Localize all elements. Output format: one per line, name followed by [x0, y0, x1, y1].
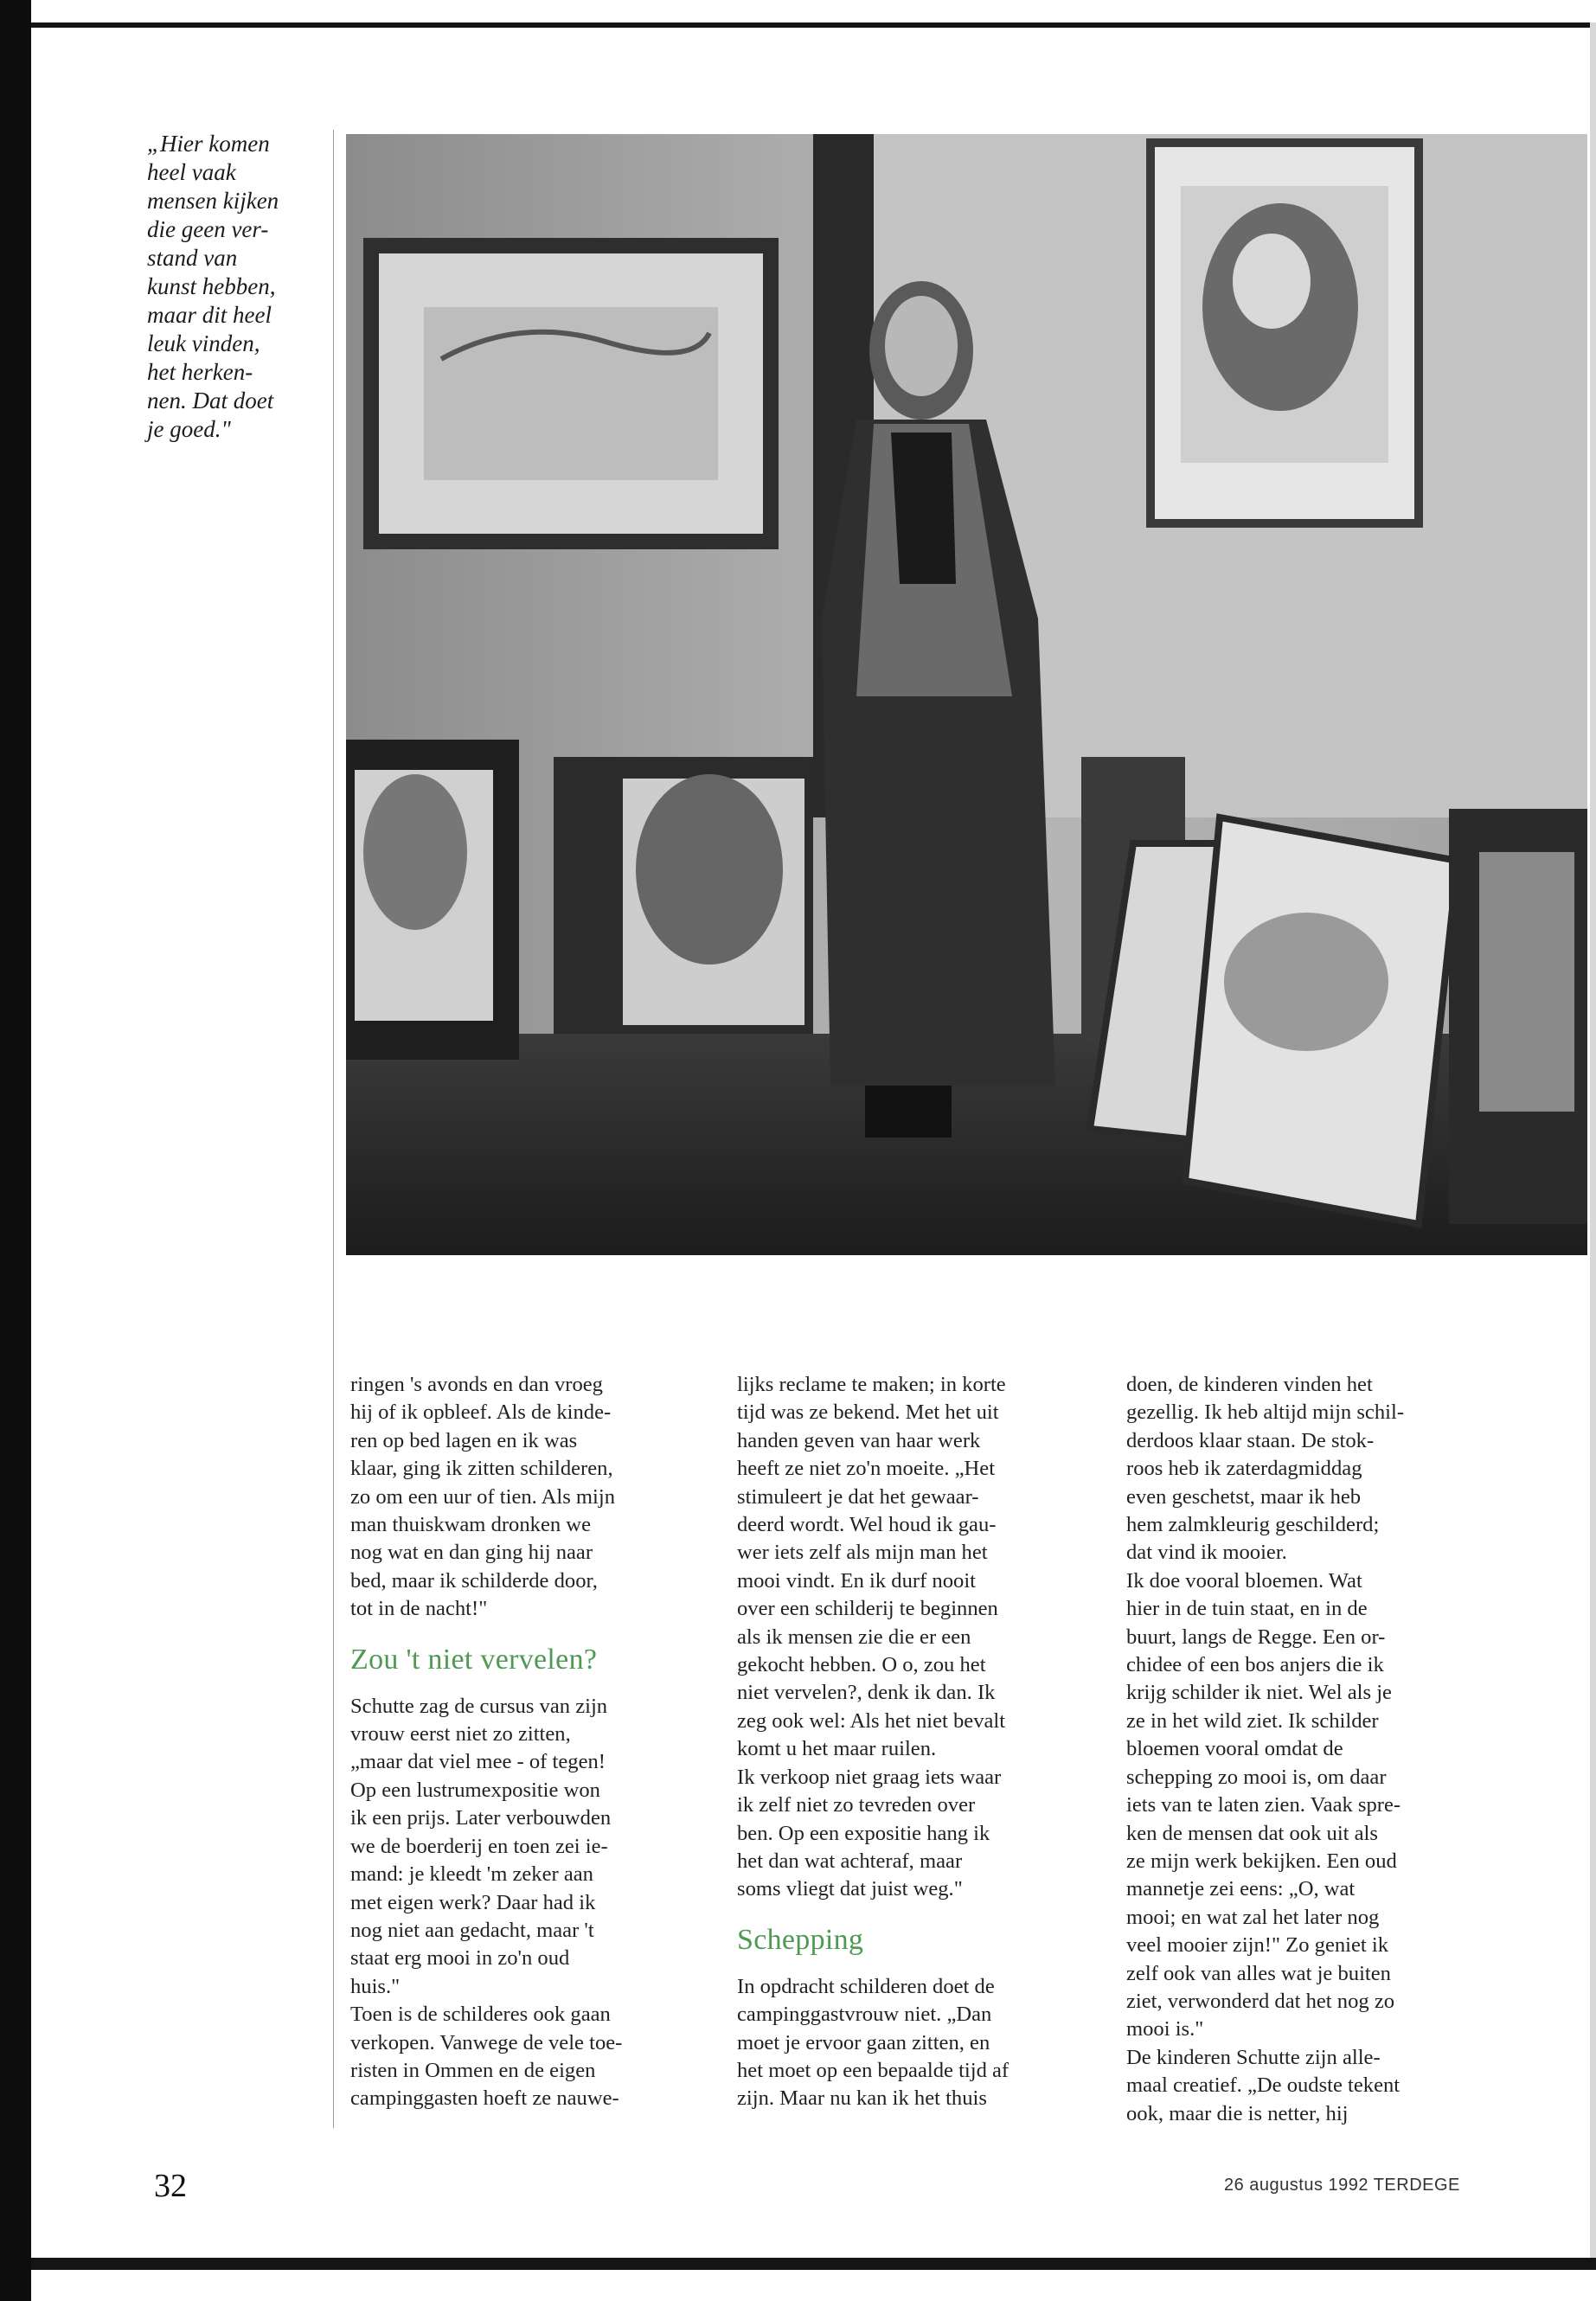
text-line: mensen kijken	[147, 188, 279, 214]
text-line: we de boerderij en toen zei ie-	[350, 1834, 608, 1858]
text-line: veel mooier zijn!" Zo geniet ik	[1126, 1933, 1389, 1958]
text-line: nog wat en dan ging hij naar	[350, 1541, 593, 1565]
text-line: hier in de tuin staat, en in de	[1126, 1597, 1368, 1621]
text-line: schepping zo mooi is, om daar	[1126, 1765, 1387, 1789]
text-line: roos heb ik zaterdagmiddag	[1126, 1457, 1362, 1481]
scan-right-border	[1590, 22, 1596, 2270]
text-line: die geen ver-	[147, 216, 269, 242]
article-column-3	[1126, 1371, 1472, 2128]
text-line: wer iets zelf als mijn man het	[737, 1541, 988, 1565]
text-line: soms vliegt dat juist weg."	[737, 1877, 963, 1901]
text-line: tot in de nacht!"	[350, 1597, 488, 1621]
text-line: klaar, ging ik zitten schilderen,	[350, 1457, 613, 1481]
text-line: krijg schilder ik niet. Wel als je	[1126, 1681, 1392, 1705]
text-line: lijks reclame te maken; in korte	[737, 1373, 1006, 1396]
text-line: stand van	[147, 245, 238, 271]
text-line: kunst hebben,	[147, 273, 276, 299]
text-line: man thuiskwam dronken we	[350, 1513, 591, 1537]
text-line: je goed."	[147, 416, 231, 442]
text-line: derdoos klaar staan. De stok-	[1126, 1428, 1375, 1452]
photo-illustration	[346, 134, 1587, 1255]
text-line: komt u het maar ruilen.	[737, 1737, 937, 1761]
text-line: Ik doe vooral bloemen. Wat	[1126, 1568, 1362, 1593]
text-line: verkopen. Vanwege de vele toe-	[350, 2030, 623, 2054]
text-line: deerd wordt. Wel houd ik gau-	[737, 1513, 997, 1537]
text-line: gezellig. Ik heb altijd mijn schil-	[1126, 1400, 1405, 1425]
text-line: het dan wat achteraf, maar	[737, 1849, 963, 1873]
text-line: buurt, langs de Regge. Een or-	[1126, 1625, 1386, 1649]
article-column-1	[350, 1371, 696, 2113]
text-line: staat erg mooi in zo'n oud	[350, 1946, 570, 1971]
page-number: 32	[154, 2168, 187, 2204]
subheading-zou-t-niet-vervelen: Zou 't niet vervelen?	[350, 1643, 598, 1676]
text-line: ik een prijs. Later verbouwden	[350, 1806, 612, 1830]
text-line: met eigen werk? Daar had ik	[350, 1890, 596, 1914]
text-line: campinggastvrouw niet. „Dan	[737, 2003, 992, 2027]
text-line: iets van te laten zien. Vaak spre-	[1126, 1793, 1401, 1817]
text-line: maar dit heel	[147, 302, 272, 328]
text-line: bloemen vooral omdat de	[1126, 1737, 1343, 1761]
text-line: dat vind ik mooier.	[1126, 1541, 1287, 1565]
text-line: stimuleert je dat het gewaar-	[737, 1484, 979, 1509]
subheading-schepping: Schepping	[737, 1923, 864, 1956]
footer-issue-line: 26 augustus 1992 TERDEGE	[1224, 2176, 1460, 2195]
gallery-photo	[346, 134, 1587, 1255]
pull-quote	[147, 130, 329, 444]
text-line: doen, de kinderen vinden het	[1126, 1373, 1373, 1396]
text-line: campinggasten hoeft ze nauwe-	[350, 2086, 619, 2111]
text-line: leuk vinden,	[147, 330, 260, 356]
text-line: hij of ik opbleef. Als de kinde-	[350, 1400, 612, 1425]
text-line: mand: je kleedt 'm zeker aan	[350, 1862, 593, 1887]
text-line: nen. Dat doet	[147, 388, 274, 413]
text-line: handen geven van haar werk	[737, 1428, 981, 1452]
text-line: het herken-	[147, 359, 253, 385]
text-line: ren op bed lagen en ik was	[350, 1428, 578, 1452]
column-2-paragraph-b	[737, 1973, 1083, 2113]
text-line: Ik verkoop niet graag iets waar	[737, 1765, 1002, 1789]
text-line: mooi is."	[1126, 2017, 1204, 2041]
text-line: Toen is de schilderes ook gaan	[350, 2003, 611, 2027]
text-line: ook, maar die is netter, hij	[1126, 2101, 1349, 2125]
text-line: nog niet aan gedacht, maar 't	[350, 1918, 594, 1942]
text-line: De kinderen Schutte zijn alle-	[1126, 2045, 1381, 2069]
text-line: chidee of een bos anjers die ik	[1126, 1653, 1384, 1677]
text-line: bed, maar ik schilderde door,	[350, 1568, 598, 1593]
text-line: heeft ze niet zo'n moeite. „Het	[737, 1457, 996, 1481]
scan-bottom-border	[31, 2258, 1596, 2270]
text-line: mooi; en wat zal het later nog	[1126, 1905, 1380, 1929]
column-1-paragraph-a	[350, 1371, 696, 1624]
text-line: risten in Ommen en de eigen	[350, 2058, 596, 2082]
text-line: niet vervelen?, denk ik dan. Ik	[737, 1681, 996, 1705]
text-line: ben. Op een expositie hang ik	[737, 1821, 990, 1845]
text-line: ze mijn werk bekijken. Een oud	[1126, 1849, 1397, 1873]
text-line: Op een lustrumexpositie won	[350, 1778, 600, 1802]
column-divider	[333, 130, 334, 2128]
article-column-2	[737, 1371, 1083, 2113]
text-line: „maar dat viel mee - of tegen!	[350, 1750, 606, 1774]
text-line: In opdracht schilderen doet de	[737, 1974, 995, 1998]
text-line: hem zalmkleurig geschilderd;	[1126, 1513, 1380, 1537]
column-2-paragraph-a	[737, 1371, 1083, 1904]
text-line: over een schilderij te beginnen	[737, 1597, 998, 1621]
text-line: moet je ervoor gaan zitten, en	[737, 2030, 990, 2054]
column-1-paragraph-b	[350, 1693, 696, 2113]
scan-top-border	[31, 22, 1596, 28]
scan-left-border	[0, 0, 31, 2301]
text-line: „Hier komen	[147, 131, 270, 157]
text-line: maal creatief. „De oudste tekent	[1126, 2073, 1401, 2098]
text-line: heel vaak	[147, 159, 236, 185]
text-line: tijd was ze bekend. Met het uit	[737, 1400, 999, 1425]
text-line: ziet, verwonderd dat het nog zo	[1126, 1989, 1395, 2013]
text-line: ringen 's avonds en dan vroeg	[350, 1373, 603, 1396]
text-line: mooi vindt. En ik durf nooit	[737, 1568, 976, 1593]
text-line: zijn. Maar nu kan ik het thuis	[737, 2086, 987, 2111]
text-line: ik zelf niet zo tevreden over	[737, 1793, 976, 1817]
text-line: zelf ook van alles wat je buiten	[1126, 1961, 1391, 1985]
text-line: even geschetst, maar ik heb	[1126, 1484, 1362, 1509]
text-line: zo om een uur of tien. Als mijn	[350, 1484, 616, 1509]
column-3-paragraph	[1126, 1371, 1472, 2128]
text-line: het moet op een bepaalde tijd af	[737, 2058, 1010, 2082]
text-line: vrouw eerst niet zo zitten,	[350, 1722, 571, 1747]
text-line: Schutte zag de cursus van zijn	[350, 1694, 608, 1718]
text-line: ken de mensen dat ook uit als	[1126, 1821, 1378, 1845]
text-line: ze in het wild ziet. Ik schilder	[1126, 1708, 1379, 1733]
text-line: mannetje zei eens: „O, wat	[1126, 1877, 1356, 1901]
text-line: huis."	[350, 1974, 401, 1998]
text-line: zeg ook wel: Als het niet bevalt	[737, 1708, 1006, 1733]
text-line: gekocht hebben. O o, zou het	[737, 1653, 986, 1677]
text-line: als ik mensen zie die er een	[737, 1625, 971, 1649]
